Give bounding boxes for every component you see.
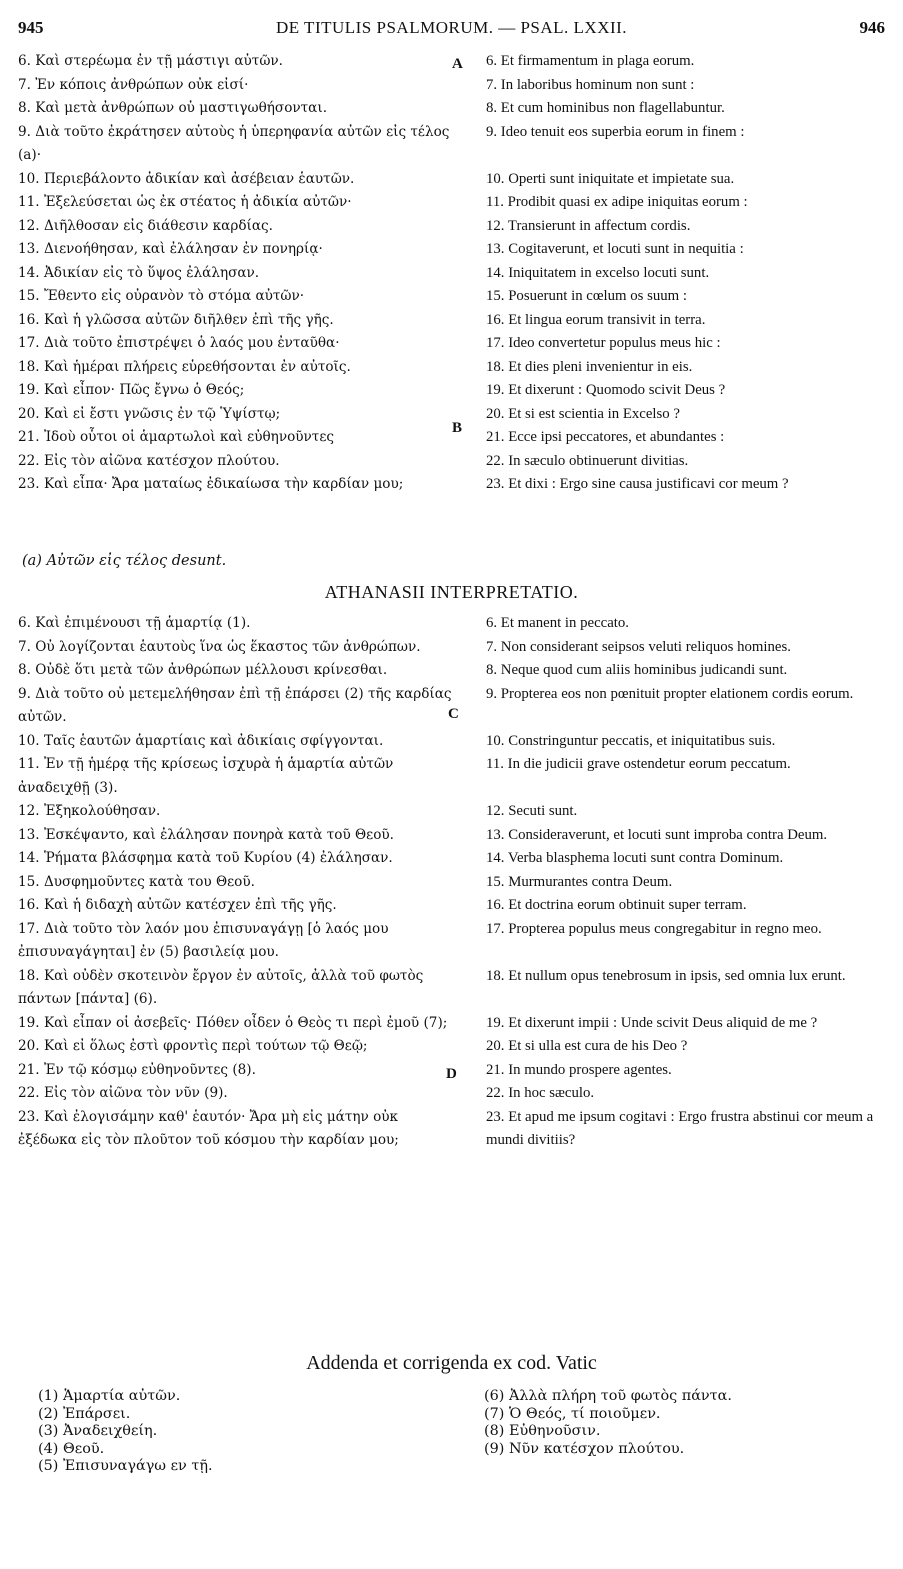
running-header: [18, 18, 885, 44]
verse-row: [18, 309, 885, 333]
latin-verse: 12. Secuti sunt.: [486, 803, 578, 819]
verse-row: [18, 285, 885, 309]
interpretation-row: [18, 824, 885, 848]
latin-verse: 22. In sæculo obtinuerunt divitias.: [486, 452, 689, 469]
interpretation-row: [18, 636, 885, 660]
greek-verse: 12. Διῆλθοσαν εἰς διάθεσιν καρδίας.: [18, 217, 273, 234]
latin-verse: 8. Neque quod cum aliis hominibus judicandi sunt.: [486, 662, 788, 678]
greek-verse: 23. Καὶ εἶπα· Ἄρα ματαίως ἐδικαίωσα τὴν καρδίαν μου;: [18, 476, 404, 492]
latin-verse: 7. Non considerant seipsos veluti reliquos homines.: [486, 638, 791, 655]
greek-verse: 18. Καὶ οὐδὲν σκοτεινὸν ἔργον ἐν αὐτοῖς, ἀλλὰ τοῦ φωτὸς πάντων [πάντα] (6).: [18, 967, 424, 1007]
greek-verse: 9. Διὰ τοῦτο ἐκράτησεν αὐτοὺς ἡ ὑπερηφανία αὐτῶν εἰς τέλος (a)·: [18, 123, 450, 163]
latin-verse: 16. Et doctrina eorum obtinuit super terram.: [486, 897, 747, 913]
latin-verse: 11. In die judicii grave ostendetur eorum peccatum.: [486, 756, 791, 772]
greek-verse: 12. Ἐξηκολούθησαν.: [18, 803, 161, 819]
page-number-left: 945: [18, 18, 44, 37]
interpretation-row: [18, 1035, 885, 1059]
latin-verse: 23. Et dixi : Ergo sine causa justificavi cor meum ?: [486, 476, 789, 492]
greek-verse: 8. Οὐδὲ ὅτι μετὰ τῶν ἀνθρώπων μέλλουσι κρίνεσθαι.: [18, 662, 388, 678]
verse-row: [18, 238, 885, 262]
verse-row: [18, 450, 885, 474]
latin-verse: 12. Transierunt in affectum cordis.: [486, 217, 691, 234]
latin-verse: 9. Propterea eos non pœnituit propter elationem cordis eorum.: [486, 685, 854, 702]
latin-verse: 14. Verba blasphema locuti sunt contra Dominum.: [486, 850, 784, 866]
latin-verse: 17. Propterea populus meus congregabitur in regno meo.: [486, 920, 822, 937]
latin-verse: 13. Cogitaverunt, et locuti sunt in nequitia :: [486, 241, 744, 257]
addenda-list-left: [38, 1388, 213, 1476]
addenda-item: (3) Ἀναδειχθείη.: [38, 1423, 158, 1439]
latin-verse: 20. Et si ulla est cura de his Deo ?: [486, 1038, 688, 1054]
latin-verse: 13. Consideraverunt, et locuti sunt improba contra Deum.: [486, 826, 828, 843]
latin-verse: 10. Operti sunt iniquitate et impietate sua.: [486, 170, 735, 187]
verse-row: [18, 262, 885, 286]
greek-verse: 21. Ἐν τῷ κόσμῳ εὐθηνοῦντες (8).: [18, 1061, 256, 1078]
addenda-title: Addenda et corrigenda ex cod. Vatic: [306, 1352, 597, 1374]
greek-verse: 11. Ἐν τῇ ἡμέρᾳ τῆς κρίσεως ἰσχυρὰ ἡ ἁμαρτία αὐτῶν ἀναδειχθῇ (3).: [18, 756, 394, 796]
interpretation-row: [18, 965, 885, 1012]
interpretation-row: [18, 753, 885, 800]
interpretation-row: [18, 871, 885, 895]
addenda-item: (7) Ὁ Θεός, τί ποιοῦμεν.: [484, 1405, 661, 1422]
latin-verse: 15. Murmurantes contra Deum.: [486, 873, 673, 890]
greek-verse: 7. Οὐ λογίζονται ἑαυτοὺς ἵνα ὡς ἕκαστος τῶν ἀνθρώπων.: [18, 638, 421, 655]
verse-row: [18, 332, 885, 356]
addenda-item: (8) Εὐθηνοῦσιν.: [484, 1423, 601, 1439]
section-title: ATHANASII INTERPRETATIO.: [324, 582, 579, 602]
greek-verse: 15. Δυσφημοῦντες κατὰ του Θεοῦ.: [18, 873, 255, 890]
addenda-item: (1) Ἁμαρτία αὐτῶν.: [38, 1388, 181, 1404]
latin-verse: 11. Prodibit quasi ex adipe iniquitas eorum :: [486, 194, 748, 210]
verse-row: [18, 473, 885, 497]
verse-row: [18, 97, 885, 121]
greek-verse: 9. Διὰ τοῦτο οὐ μετεμελήθησαν ἐπὶ τῇ ἐπάρσει (2) τῆς καρδίας αὐτῶν.: [18, 685, 452, 725]
greek-verse: 11. Ἐξελεύσεται ὡς ἐκ στέατος ἡ ἀδικία αὐτῶν·: [18, 194, 352, 210]
greek-verse: 6. Καὶ στερέωμα ἐν τῇ μάστιγι αὐτῶν.: [18, 53, 283, 69]
interpretation-row: [18, 659, 885, 683]
greek-verse: 20. Καὶ εἰ ὅλως ἐστὶ φροντὶς περὶ τούτων τῷ Θεῷ;: [18, 1038, 368, 1054]
latin-verse: 14. Iniquitatem in excelso locuti sunt.: [486, 264, 710, 281]
interpretation-row: [18, 800, 885, 824]
greek-verse: 14. Ἀδικίαν εἰς τὸ ὕψος ἐλάλησαν.: [18, 264, 260, 281]
interpretation-row: [18, 612, 885, 636]
interpretation-row: [18, 1106, 885, 1153]
latin-verse: 16. Et lingua eorum transivit in terra.: [486, 311, 706, 328]
addenda-item: (4) Θεοῦ.: [38, 1440, 105, 1457]
addenda-item: (6) Ἀλλὰ πλήρη τοῦ φωτὸς πάντα.: [484, 1388, 732, 1404]
interpretation-row: [18, 1012, 885, 1036]
verse-row: [18, 379, 885, 403]
footnote-a: (a) Αὐτῶν εἰς τέλος desunt.: [22, 553, 227, 569]
greek-verse: 10. Περιεβάλοντο ἀδικίαν καὶ ἀσέβειαν ἑαυτῶν.: [18, 170, 355, 187]
greek-verse: 13. Διενοήθησαν, καὶ ἐλάλησαν ἐν πονηρίᾳ·: [18, 241, 323, 257]
greek-verse: 20. Καὶ εἰ ἔστι γνῶσις ἐν τῷ Ὑψίστῳ;: [18, 405, 281, 422]
latin-verse: 21. In mundo prospere agentes.: [486, 1061, 672, 1078]
addenda-item: (9) Νῦν κατέσχον πλούτου.: [484, 1440, 685, 1457]
greek-verse: 7. Ἐν κόποις ἀνθρώπων οὐκ εἰσί·: [18, 76, 249, 93]
interpretation-row: [18, 730, 885, 754]
margin-letter-a: A: [452, 56, 463, 72]
latin-verse: 19. Et dixerunt impii : Unde scivit Deus aliquid de me ?: [486, 1014, 818, 1031]
latin-verse: 6. Et manent in peccato.: [486, 615, 629, 631]
interpretation-row: [18, 1082, 885, 1106]
latin-verse: 20. Et si est scientia in Excelso ?: [486, 405, 680, 422]
greek-verse: 22. Εἰς τὸν αἰῶνα κατέσχον πλούτου.: [18, 452, 280, 469]
latin-verse: 21. Ecce ipsi peccatores, et abundantes :: [486, 429, 725, 445]
verse-row: [18, 121, 885, 168]
greek-verse: 16. Καὶ ἡ διδαχὴ αὐτῶν κατέσχεν ἐπὶ τῆς γῆς.: [18, 897, 337, 913]
latin-verse: 23. Et apud me ipsum cogitavi : Ergo frustra abstinui cor meum a mundi divitiis?: [486, 1108, 874, 1148]
latin-verse: 19. Et dixerunt : Quomodo scivit Deus ?: [486, 382, 726, 398]
interpretation-row: [18, 847, 885, 871]
running-title: DE TITULIS PSALMORUM. — PSAL. LXXII.: [275, 18, 628, 37]
page-number-right: 946: [859, 18, 885, 37]
latin-verse: 8. Et cum hominibus non flagellabuntur.: [486, 100, 725, 116]
interpretation-row: [18, 894, 885, 918]
margin-letter-b: B: [452, 420, 463, 436]
greek-verse: 19. Καὶ εἶπον· Πῶς ἔγνω ὁ Θεός;: [18, 382, 245, 398]
verse-row: [18, 191, 885, 215]
addenda-item: (2) Ἐπάρσει.: [38, 1405, 131, 1422]
greek-verse: 17. Διὰ τοῦτο ἐπιστρέψει ὁ λαός μου ἐνταῦθα·: [18, 335, 340, 351]
latin-verse: 15. Posuerunt in cœlum os suum :: [486, 288, 687, 304]
latin-verse: 18. Et dies pleni invenientur in eis.: [486, 358, 693, 375]
greek-verse: 10. Ταῖς ἑαυτῶν ἁμαρτίαις καὶ ἀδικίαις σφίγγονται.: [18, 732, 384, 749]
latin-verse: 10. Constringuntur peccatis, et iniquitatibus suis.: [486, 732, 776, 749]
addenda-item: (5) Ἐπισυναγάγω εν τῇ.: [38, 1458, 213, 1474]
greek-verse: 21. Ἰδοὺ οὗτοι οἱ ἁμαρτωλοὶ καὶ εὐθηνοῦντες: [18, 429, 334, 445]
greek-verse: 17. Διὰ τοῦτο τὸν λαόν μου ἐπισυναγάγῃ [ὁ λαός μου ἐπισυναγάγηται] ἐν (5) βασιλείᾳ μου.: [18, 920, 389, 960]
greek-verse: 8. Καὶ μετὰ ἀνθρώπων οὐ μαστιγωθήσονται.: [18, 100, 328, 116]
greek-verse: 16. Καὶ ἡ γλῶσσα αὐτῶν διῆλθεν ἐπὶ τῆς γῆς.: [18, 311, 334, 328]
greek-verse: 6. Καὶ ἐπιμένουσι τῇ ἁμαρτίᾳ (1).: [18, 615, 251, 631]
latin-verse: 18. Et nullum opus tenebrosum in ipsis, sed omnia lux erunt.: [486, 967, 846, 984]
greek-verse: 18. Καὶ ἡμέραι πλήρεις εὑρεθήσονται ἐν αὐτοῖς.: [18, 358, 351, 375]
greek-verse: 23. Καὶ ἐλογισάμην καθ' ἑαυτόν· Ἄρα μὴ εἰς μάτην οὐκ ἐξέδωκα εἰς τὸν πλοῦτον τοῦ κόσμου τὴν καρδίαν μου;: [18, 1108, 399, 1148]
margin-letter-c: C: [448, 706, 459, 722]
latin-verse: 9. Ideo tenuit eos superbia eorum in finem :: [486, 123, 745, 140]
margin-letter-d: D: [446, 1066, 457, 1082]
greek-verse: 22. Εἰς τὸν αἰῶνα τὸν νῦν (9).: [18, 1085, 228, 1101]
verse-row: [18, 215, 885, 239]
interpretation-row: [18, 918, 885, 965]
verse-row: [18, 168, 885, 192]
addenda-list-right: [484, 1388, 732, 1458]
greek-verse: 15. Ἔθεντο εἰς οὐρανὸν τὸ στόμα αὐτῶν·: [18, 288, 305, 304]
latin-verse: 7. In laboribus hominum non sunt :: [486, 76, 695, 93]
greek-verse: 13. Ἐσκέψαντο, καὶ ἐλάλησαν πονηρὰ κατὰ τοῦ Θεοῦ.: [18, 826, 394, 843]
verse-row: [18, 356, 885, 380]
latin-verse: 6. Et firmamentum in plaga eorum.: [486, 53, 695, 69]
greek-verse: 19. Καὶ εἶπαν οἱ ἀσεβεῖς· Πόθεν οἶδεν ὁ Θεὸς τι περὶ ἐμοῦ (7);: [18, 1014, 448, 1031]
greek-verse: 14. Ῥήματα βλάσφημα κατὰ τοῦ Κυρίου (4) ἐλάλησαν.: [18, 850, 393, 866]
latin-verse: 17. Ideo convertetur populus meus hic :: [486, 335, 721, 351]
latin-verse: 22. In hoc sæculo.: [486, 1085, 595, 1101]
verse-row: [18, 74, 885, 98]
